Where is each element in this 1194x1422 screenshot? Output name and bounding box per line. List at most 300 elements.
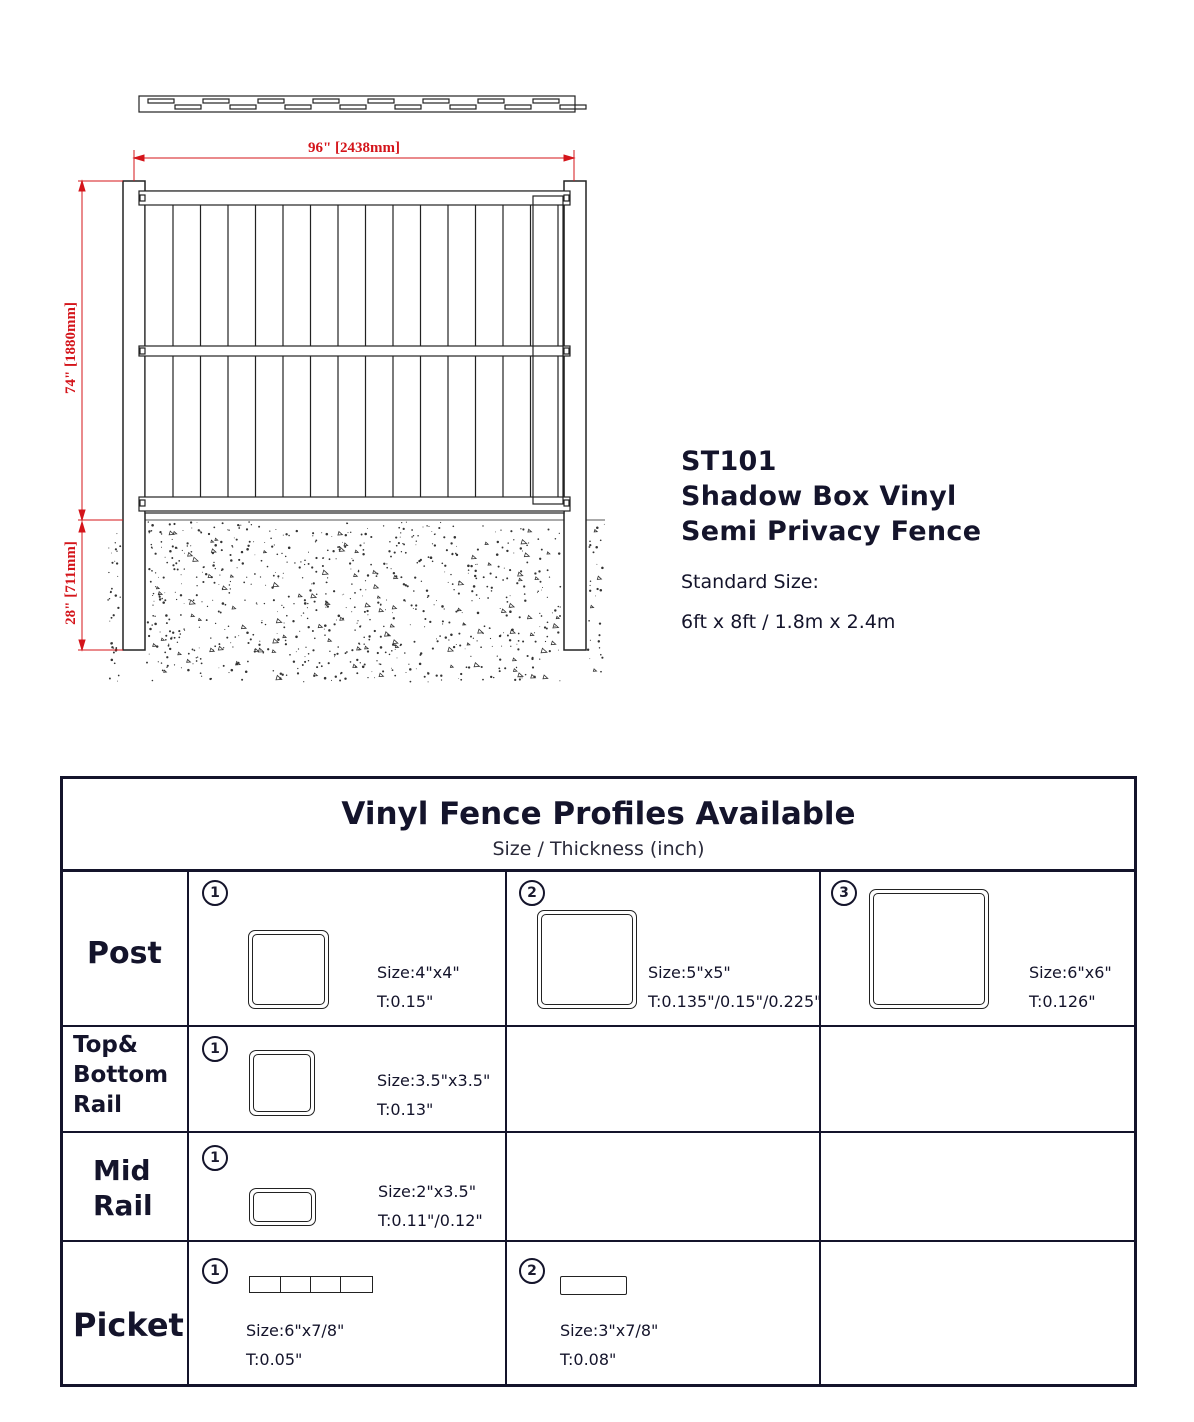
- gravel-stone: [338, 532, 342, 535]
- gravel-speck: [496, 553, 499, 556]
- gravel-speck: [405, 552, 407, 554]
- gravel-speck: [205, 573, 207, 575]
- gravel-speck: [517, 648, 519, 650]
- gravel-speck: [202, 581, 204, 583]
- gravel-speck: [420, 652, 422, 654]
- gravel-speck: [466, 666, 468, 668]
- product-model: ST101: [681, 446, 777, 477]
- gravel-speck: [477, 549, 479, 551]
- gravel-stone: [390, 624, 394, 627]
- gravel-speck: [599, 622, 601, 624]
- gravel-speck: [196, 594, 198, 596]
- gravel-stone: [230, 575, 233, 577]
- gravel-speck: [408, 664, 409, 665]
- gravel-stone: [519, 578, 522, 580]
- gravel-speck: [282, 578, 283, 579]
- gravel-speck: [351, 649, 353, 651]
- gravel-speck: [495, 576, 497, 578]
- gravel-speck: [222, 522, 224, 524]
- gravel-speck: [172, 564, 174, 566]
- gravel-speck: [219, 668, 220, 669]
- gravel-speck: [499, 658, 501, 660]
- gravel-speck: [509, 610, 512, 613]
- gravel-speck: [395, 537, 397, 539]
- gravel-speck: [214, 544, 217, 547]
- gravel-speck: [308, 660, 309, 661]
- gravel-speck: [218, 584, 219, 585]
- gravel-speck: [109, 678, 111, 680]
- gravel-speck: [362, 595, 363, 596]
- spec-size: Size:6"x7/8": [246, 1321, 345, 1340]
- gravel-speck: [164, 599, 166, 601]
- gravel-speck: [166, 666, 167, 667]
- gravel-speck: [500, 608, 501, 609]
- gravel-speck: [277, 633, 278, 634]
- gravel-stone: [521, 540, 527, 544]
- gravel-speck: [338, 615, 341, 618]
- gravel-speck: [162, 601, 165, 604]
- gravel-speck: [108, 572, 109, 573]
- gravel-speck: [285, 640, 287, 642]
- spec-size: Size:5"x5": [648, 963, 731, 982]
- gravel-speck: [486, 586, 488, 588]
- gravel-speck: [283, 607, 284, 608]
- gravel-speck: [175, 562, 177, 564]
- spec-size: Size:3.5"x3.5": [377, 1071, 491, 1090]
- gravel-speck: [274, 544, 275, 545]
- gravel-speck: [192, 648, 194, 650]
- gravel-speck: [440, 522, 441, 523]
- gravel-speck: [115, 548, 117, 550]
- gravel-speck: [327, 577, 328, 578]
- gravel-speck: [422, 610, 424, 612]
- gravel-speck: [314, 638, 316, 640]
- gravel-speck: [329, 558, 331, 560]
- gravel-speck: [202, 572, 203, 573]
- gravel-speck: [415, 544, 416, 545]
- gravel-speck: [401, 551, 402, 552]
- gravel-stone: [318, 624, 322, 627]
- gravel-speck: [267, 566, 269, 568]
- gravel-stone: [458, 581, 463, 585]
- gravel-speck: [315, 609, 317, 611]
- gravel-speck: [363, 637, 365, 639]
- gravel-speck: [161, 533, 162, 534]
- gravel-speck: [321, 665, 323, 667]
- gravel-speck: [441, 679, 442, 680]
- standard-size-value: 6ft x 8ft / 1.8m x 2.4m: [681, 611, 896, 633]
- gravel-speck: [110, 642, 113, 645]
- gravel-speck: [452, 583, 454, 585]
- gravel-speck: [314, 601, 316, 603]
- gravel-speck: [519, 678, 521, 680]
- gravel-speck: [394, 552, 396, 554]
- gravel-stone: [353, 664, 357, 667]
- gravel-speck: [321, 532, 322, 533]
- gravel-speck: [432, 543, 433, 544]
- post-5x5-profile-shape: [537, 910, 637, 1009]
- gravel-speck: [188, 599, 189, 600]
- gravel-speck: [212, 564, 215, 567]
- gravel-stone: [188, 553, 193, 557]
- gravel-speck: [327, 549, 329, 551]
- gravel-speck: [436, 674, 438, 676]
- gravel-speck: [231, 669, 234, 672]
- gravel-speck: [303, 612, 304, 613]
- gravel-stone: [344, 543, 348, 546]
- gravel-speck: [411, 604, 413, 606]
- gravel-speck: [446, 549, 448, 551]
- gravel-speck: [367, 650, 369, 652]
- gravel-speck: [246, 631, 249, 634]
- post-6x6-profile-shape: [869, 889, 989, 1009]
- gravel-speck: [354, 606, 356, 608]
- spec-size: Size:4"x4": [377, 963, 460, 982]
- gravel-speck: [406, 522, 407, 523]
- gravel-speck: [403, 583, 405, 585]
- gravel-speck: [398, 527, 400, 529]
- label-line: Bottom: [73, 1062, 169, 1088]
- gravel-speck: [460, 679, 462, 681]
- gravel-speck: [560, 606, 561, 607]
- gravel-speck: [184, 603, 185, 604]
- gravel-speck: [407, 585, 409, 587]
- gravel-speck: [367, 614, 368, 615]
- gravel-speck: [161, 547, 162, 548]
- gravel-speck: [421, 581, 422, 582]
- spec-thickness: T:0.11"/0.12": [378, 1211, 483, 1230]
- gravel-speck: [170, 637, 172, 639]
- gravel-speck: [426, 589, 428, 591]
- gravel-speck: [119, 545, 121, 547]
- gravel-speck: [247, 661, 249, 663]
- gravel-speck: [535, 641, 537, 643]
- gravel-speck: [503, 632, 504, 633]
- gravel-speck: [342, 595, 343, 596]
- gravel-speck: [285, 643, 287, 645]
- gravel-speck: [226, 637, 228, 639]
- gravel-speck: [148, 568, 150, 570]
- gravel-speck: [452, 553, 454, 555]
- gravel-speck: [474, 570, 476, 572]
- gravel-speck: [411, 529, 413, 531]
- gravel-speck: [400, 537, 401, 538]
- gravel-speck: [230, 642, 231, 643]
- gravel-speck: [389, 654, 391, 656]
- gravel-speck: [359, 544, 361, 546]
- gravel-speck: [588, 546, 590, 548]
- gravel-speck: [183, 530, 184, 531]
- gravel-speck: [413, 590, 415, 592]
- gravel-speck: [482, 679, 484, 681]
- gravel-speck: [305, 647, 306, 648]
- gravel-speck: [273, 575, 275, 577]
- gravel-stone: [357, 647, 361, 650]
- gravel-stone: [273, 583, 278, 587]
- plan-slot: [505, 105, 531, 109]
- gravel-speck: [549, 650, 551, 652]
- gravel-speck: [325, 607, 326, 608]
- left-post: [123, 181, 145, 650]
- gravel-stone: [593, 669, 596, 671]
- gravel-speck: [113, 652, 115, 654]
- gravel-stone: [222, 586, 227, 590]
- gravel-speck: [220, 612, 222, 614]
- row-divider: [63, 1240, 1134, 1242]
- gravel-speck: [187, 669, 190, 672]
- gravel-speck: [416, 541, 417, 542]
- gravel-speck: [228, 625, 230, 627]
- gravel-speck: [177, 642, 178, 643]
- gravel-stone: [298, 594, 302, 597]
- gravel-speck: [431, 531, 432, 532]
- gravel-speck: [206, 619, 208, 621]
- gravel-speck: [115, 594, 117, 596]
- gravel-speck: [152, 595, 153, 596]
- gravel-speck: [165, 557, 166, 558]
- gravel-speck: [158, 661, 159, 662]
- plan-slot: [478, 99, 504, 103]
- gravel-speck: [283, 535, 284, 536]
- gravel-speck: [442, 620, 444, 622]
- gravel-speck: [334, 656, 335, 657]
- gravel-speck: [363, 643, 364, 644]
- gravel-speck: [327, 582, 328, 583]
- gravel-speck: [468, 569, 470, 571]
- gravel-speck: [417, 562, 419, 564]
- gravel-speck: [161, 598, 163, 600]
- right-post: [564, 181, 586, 650]
- row-label-top-bottom-rail: [73, 1030, 168, 1120]
- gravel-stone: [232, 606, 236, 609]
- gravel-speck: [196, 576, 198, 578]
- height-dimension-label: 74" [1880mm]: [63, 301, 79, 395]
- gravel-speck: [116, 533, 117, 534]
- gravel-speck: [163, 577, 165, 579]
- picket-3x7-8-profile-shape: [560, 1276, 627, 1295]
- gravel-speck: [304, 564, 305, 565]
- gravel-speck: [298, 648, 299, 649]
- gravel-speck: [362, 553, 364, 555]
- gravel-speck: [111, 659, 114, 662]
- gravel-speck: [248, 521, 250, 523]
- gravel-speck: [334, 623, 336, 625]
- gravel-speck: [460, 673, 462, 675]
- gravel-speck: [491, 587, 493, 589]
- gravel-speck: [509, 639, 511, 641]
- gravel-speck: [152, 604, 153, 605]
- gravel-speck: [235, 636, 237, 638]
- gravel-speck: [296, 651, 297, 652]
- gravel-speck: [262, 620, 263, 621]
- post-2-spec: [648, 958, 822, 1016]
- depth-dimension: [78, 522, 123, 650]
- plan-slot: [533, 99, 559, 103]
- gravel-speck: [427, 595, 429, 597]
- gravel-speck: [601, 657, 603, 659]
- gravel-speck: [245, 670, 248, 673]
- gravel-speck: [288, 547, 291, 550]
- gravel-speck: [178, 637, 180, 639]
- picket-2-spec: [560, 1316, 658, 1374]
- plan-slot: [423, 99, 449, 103]
- gravel-speck: [360, 589, 362, 591]
- gravel-speck: [328, 662, 330, 664]
- gravel-speck: [312, 630, 314, 632]
- gravel-stone: [379, 608, 383, 611]
- gravel-speck: [293, 661, 295, 663]
- gravel-stone: [373, 571, 377, 574]
- gravel-speck: [288, 596, 290, 598]
- gravel-speck: [435, 534, 436, 535]
- gravel-speck: [516, 644, 517, 645]
- gravel-speck: [160, 631, 161, 632]
- gravel-speck: [159, 531, 161, 533]
- gravel-speck: [389, 541, 391, 543]
- gravel-speck: [507, 542, 508, 543]
- gravel-speck: [539, 558, 541, 560]
- gravel-speck: [308, 563, 310, 565]
- post-1-spec: [377, 958, 460, 1016]
- gravel-speck: [554, 626, 555, 627]
- gravel-speck: [444, 571, 445, 572]
- gravel-speck: [344, 677, 346, 679]
- gravel-speck: [303, 681, 304, 682]
- gravel-speck: [340, 673, 341, 674]
- gravel-speck: [391, 668, 392, 669]
- spec-thickness: T:0.08": [560, 1350, 617, 1369]
- fence-elevation-drawing: [0, 0, 660, 700]
- gravel-speck: [456, 644, 457, 645]
- gravel-stone: [535, 577, 539, 580]
- gravel-speck: [181, 574, 182, 575]
- gravel-speck: [531, 658, 533, 660]
- width-dimension-label: 96" [2438mm]: [307, 140, 401, 156]
- gravel-speck: [351, 583, 352, 584]
- gravel-speck: [304, 602, 307, 605]
- gravel-speck: [596, 588, 598, 590]
- gravel-speck: [201, 676, 202, 677]
- gravel-speck: [332, 550, 334, 552]
- gravel-speck: [193, 599, 195, 601]
- gravel-speck: [251, 584, 252, 585]
- gravel-stone: [241, 625, 246, 629]
- gravel-speck: [336, 620, 337, 621]
- gravel-speck: [493, 677, 494, 678]
- gravel-stone: [354, 574, 358, 577]
- gravel-speck: [324, 634, 326, 636]
- gravel-stone: [178, 652, 181, 654]
- gravel-speck: [117, 607, 119, 609]
- gravel-speck: [228, 672, 229, 673]
- gravel-speck: [477, 640, 478, 641]
- gravel-speck: [172, 632, 174, 634]
- gravel-speck: [278, 577, 279, 578]
- gravel-speck: [537, 590, 539, 592]
- gravel-speck: [441, 605, 444, 608]
- gravel-speck: [154, 616, 155, 617]
- gravel-speck: [559, 680, 560, 681]
- gravel-speck: [589, 541, 591, 543]
- gravel-speck: [554, 609, 556, 611]
- gravel-speck: [410, 681, 412, 683]
- gravel-stone: [211, 549, 216, 552]
- standard-size-label: Standard Size:: [681, 571, 819, 593]
- gravel-speck: [169, 648, 171, 650]
- gravel-speck: [544, 626, 546, 628]
- gravel-speck: [232, 546, 233, 547]
- gravel-stone: [594, 530, 597, 532]
- gravel-speck: [364, 611, 366, 613]
- gravel-speck: [165, 639, 167, 641]
- gravel-speck: [324, 677, 327, 680]
- gravel-speck: [499, 635, 501, 637]
- gravel-speck: [510, 595, 511, 596]
- gravel-speck: [403, 543, 405, 545]
- plan-slot: [175, 105, 201, 109]
- gravel-stone: [377, 596, 380, 598]
- gravel-speck: [514, 679, 516, 681]
- gravel-speck: [541, 590, 542, 591]
- gravel-speck: [148, 635, 150, 637]
- gravel-stone: [543, 675, 548, 679]
- gravel-speck: [288, 535, 290, 537]
- gravel-speck: [227, 529, 228, 530]
- gravel-speck: [500, 529, 501, 530]
- gravel-speck: [304, 661, 306, 663]
- gravel-speck: [166, 656, 168, 658]
- gravel-speck: [547, 569, 549, 571]
- gravel-speck: [345, 534, 347, 536]
- gravel-speck: [178, 630, 180, 632]
- gravel-speck: [276, 553, 278, 555]
- gravel-speck: [385, 651, 387, 653]
- gravel-stone: [191, 614, 194, 617]
- gravel-speck: [350, 532, 351, 533]
- gravel-speck: [468, 573, 469, 574]
- gravel-speck: [367, 528, 368, 529]
- gravel-speck: [208, 533, 210, 535]
- gravel-speck: [482, 525, 483, 526]
- gravel-speck: [201, 601, 202, 602]
- gravel-speck: [393, 572, 395, 574]
- gravel-speck: [539, 613, 540, 614]
- gravel-speck: [270, 538, 272, 540]
- plan-slot: [450, 105, 476, 109]
- gravel-speck: [490, 676, 492, 678]
- gravel-speck: [471, 600, 472, 601]
- gravel-speck: [316, 593, 318, 595]
- gravel-speck: [356, 672, 358, 674]
- gravel-speck: [187, 545, 188, 546]
- gravel-speck: [456, 554, 458, 556]
- gravel-speck: [369, 619, 371, 621]
- gravel-speck: [448, 639, 449, 640]
- gravel-speck: [415, 604, 417, 606]
- gravel-stone: [374, 585, 379, 589]
- gravel-speck: [506, 550, 508, 552]
- spec-thickness: T:0.13": [377, 1100, 434, 1119]
- gravel-speck: [588, 620, 590, 622]
- gravel-stone: [513, 658, 517, 661]
- gravel-speck: [357, 623, 358, 624]
- gravel-speck: [237, 524, 239, 526]
- gravel-speck: [146, 662, 148, 664]
- gravel-speck: [442, 623, 443, 624]
- gravel-speck: [338, 546, 340, 548]
- gravel-speck: [249, 541, 251, 543]
- gravel-speck: [368, 639, 370, 641]
